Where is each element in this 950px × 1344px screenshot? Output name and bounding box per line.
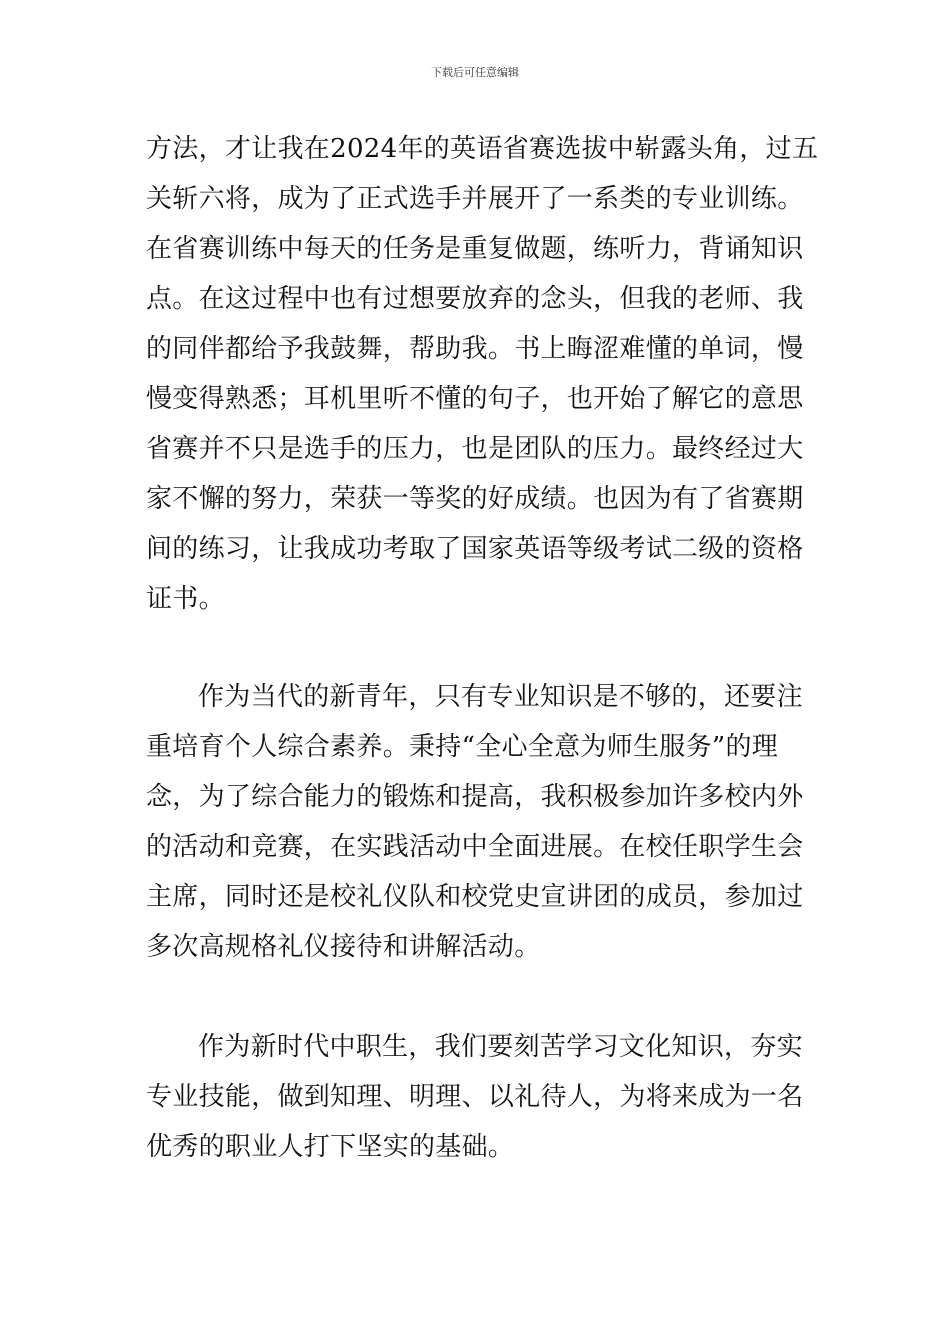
- text-line: 方法，才让我在2024年的英语省赛选拔中崭露头角，过五: [146, 134, 819, 164]
- text-line: 间的练习，让我成功考取了国家英语等级考试二级的资格: [146, 534, 804, 564]
- text-line: 家不懈的努力，荣获一等奖的好成绩。也因为有了省赛期: [146, 484, 804, 514]
- text-line: 主席，同时还是校礼仪队和校党史宣讲团的成员，参加过: [146, 882, 804, 912]
- text-line: 在省赛训练中每天的任务是重复做题，练听力，背诵知识: [146, 234, 804, 264]
- text-line: 多次高规格礼仪接待和讲解活动。: [146, 932, 541, 962]
- text-line: 作为新时代中职生，我们要刻苦学习文化知识，夯实: [198, 1032, 803, 1062]
- text-line: 点。在这过程中也有过想要放弃的念头，但我的老师、我: [146, 284, 804, 314]
- text-line: 重培育个人综合素养。秉持“全心全意为师生服务”的理: [146, 732, 779, 762]
- text-line: 优秀的职业人打下坚实的基础。: [146, 1132, 515, 1162]
- page-header: 下载后可任意编辑: [431, 66, 519, 79]
- text-line: 慢变得熟悉；耳机里听不懂的句子，也开始了解它的意思: [146, 384, 804, 414]
- text-line: 证书。: [146, 584, 225, 614]
- text-line: 关斩六将，成为了正式选手并展开了一系类的专业训练。: [146, 184, 804, 214]
- text-line: 的活动和竞赛，在实践活动中全面进展。在校任职学生会: [146, 832, 804, 862]
- text-line: 省赛并不只是选手的压力，也是团队的压力。最终经过大: [146, 434, 804, 464]
- text-line: 作为当代的新青年，只有专业知识是不够的，还要注: [198, 682, 803, 712]
- text-line: 的同伴都给予我鼓舞，帮助我。书上晦涩难懂的单词，慢: [146, 334, 804, 364]
- text-line: 专业技能，做到知理、明理、以礼待人，为将来成为一名: [146, 1082, 804, 1112]
- text-line: 念，为了综合能力的锻炼和提高，我积极参加许多校内外: [146, 782, 804, 812]
